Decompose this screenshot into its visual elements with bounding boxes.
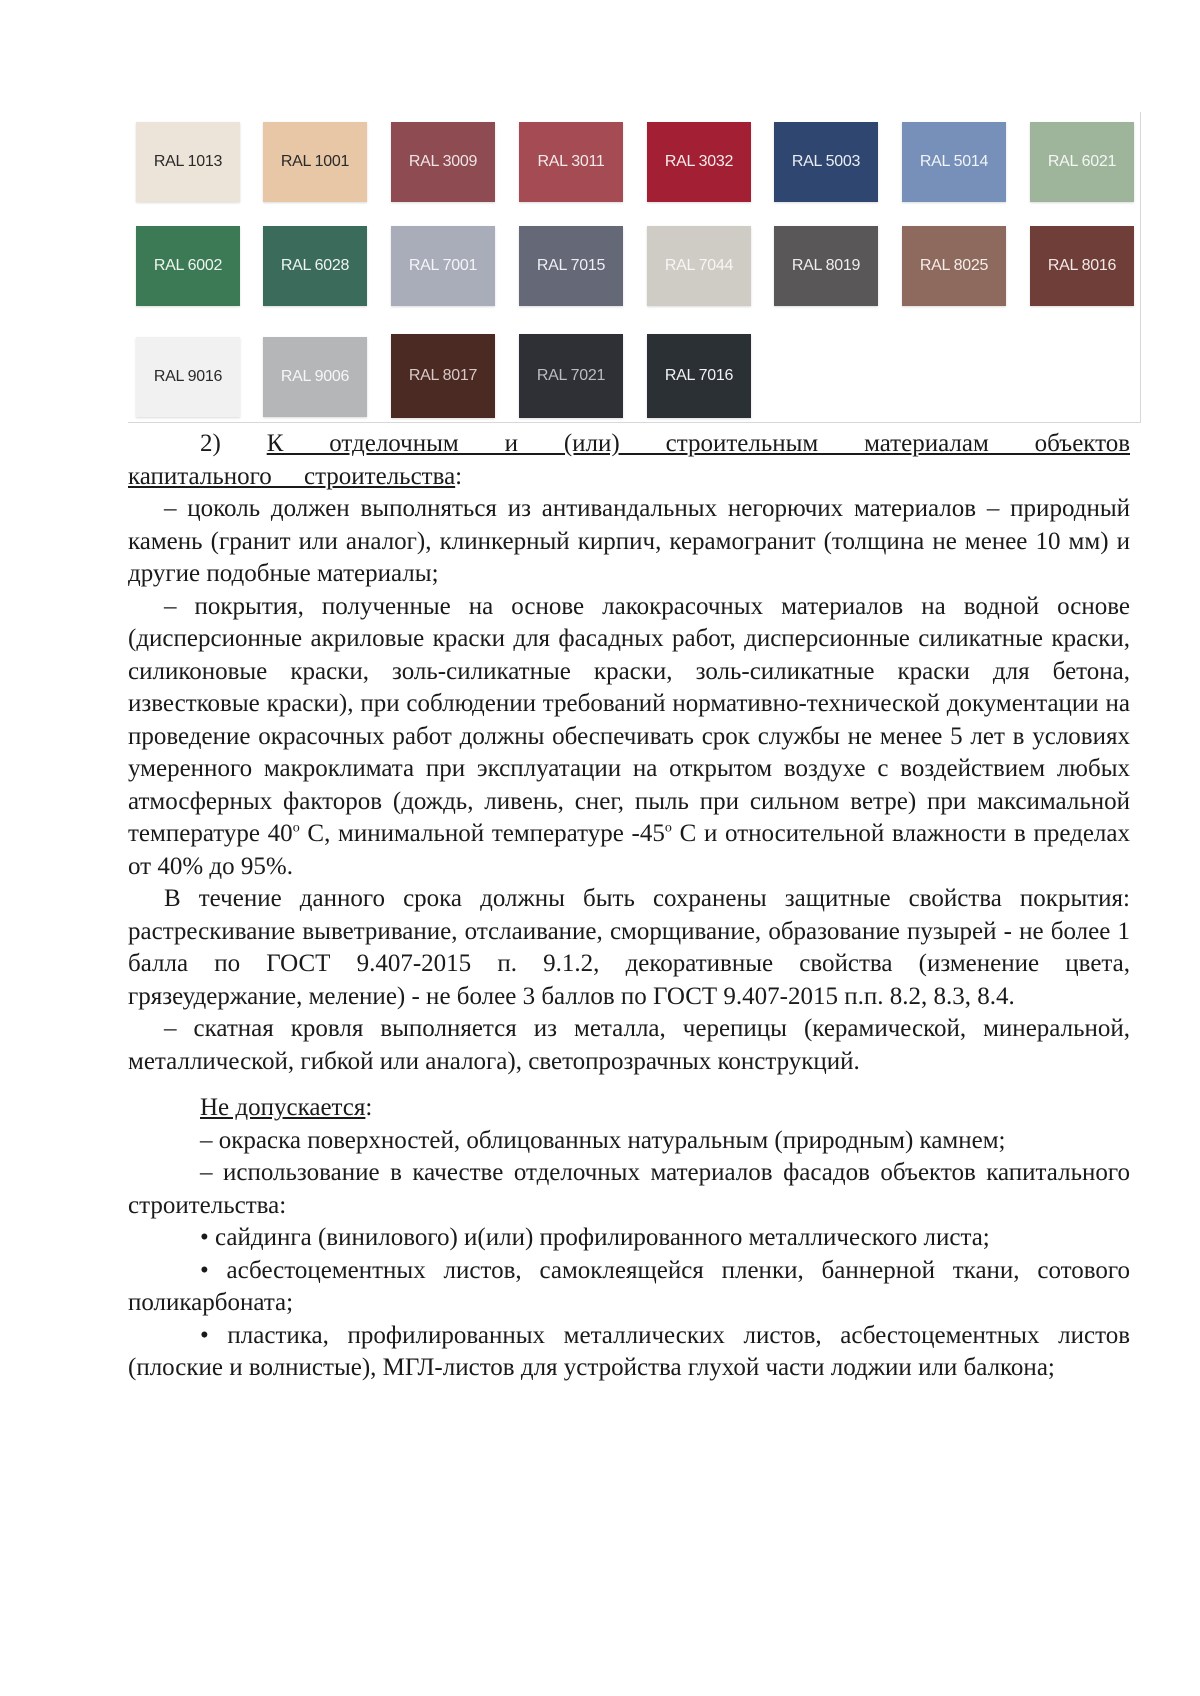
- paragraph: – окраска поверхностей, облицованных натуральным (природным) камнем;: [200, 1126, 1006, 1154]
- color-swatch: RAL 8019: [774, 226, 878, 306]
- paragraph-text: С и относительной влажности в пределах от 40% до 95%.: [128, 820, 1131, 880]
- color-swatch: RAL 8016: [1030, 226, 1134, 306]
- color-swatch: RAL 7001: [391, 226, 495, 306]
- paragraph: [128, 591, 1130, 884]
- section-title: К отделочным и (или) строительным материалам объектов капитального строительства: [128, 430, 1131, 490]
- paragraph-text: – покрытия, полученные на основе лакокрасочных материалов на водной основе (дисперсионные акриловые краски для фасадных работ, дисперсионные силикатные краски, силиконовые краски, золь-силикатные краски, золь-силикатные краски для бетона, известковые краски), при соблюдении требований нормативно-технической документации на проведение окрасочных работ должны обеспечивать срок службы не менее 5 лет в условиях умеренного макроклимата при эксплуатации на открытом воздухе с воздействием любых атмосферных факторов (дождь, ливень, снег, пыль при сильном ветре) при максимальной температуре 40: [128, 592, 1130, 847]
- color-swatch: RAL 8017: [391, 334, 495, 418]
- document-body: [128, 428, 1130, 1385]
- ral-color-palette: [128, 112, 1141, 423]
- color-swatch: RAL 6021: [1030, 122, 1134, 202]
- color-swatch: RAL 6002: [136, 226, 240, 306]
- bullet-item: • сайдинга (винилового) и(или) профилированного металлического листа;: [200, 1224, 990, 1251]
- paragraph-text: С, минимальной температуре -45: [299, 820, 665, 847]
- section-colon: :: [455, 462, 463, 490]
- color-swatch: RAL 3032: [647, 122, 751, 202]
- prohibition-heading: [128, 1092, 1130, 1125]
- color-swatch: RAL 7016: [647, 334, 751, 418]
- color-swatch: RAL 9016: [136, 337, 240, 417]
- color-swatch: RAL 1013: [136, 122, 240, 202]
- section-number: 2): [200, 430, 221, 457]
- color-swatch: RAL 8025: [902, 226, 1006, 306]
- color-swatch: RAL 7021: [519, 334, 623, 418]
- color-swatch: RAL 7044: [647, 226, 751, 306]
- prohibition-title: Не допускается: [200, 1094, 366, 1121]
- bullet-item: • асбестоцементных листов, самоклеящейся пленки, баннерной ткани, сотового поликарбоната;: [128, 1256, 1130, 1316]
- color-swatch: RAL 1001: [263, 122, 367, 202]
- color-swatch: RAL 9006: [263, 337, 367, 417]
- paragraph: В течение данного срока должны быть сохранены защитные свойства покрытия: растрескивание выветривание, отслаивание, сморщивание, образование пузырей - не более 1 балла по ГОСТ 9.407-2015 п. 9.1.2, декоративные свойства (изменение цвета, грязеудержание, меление) - не более 3 баллов по ГОСТ 9.407-2015 п.п. 8.2, 8.3, 8.4.: [128, 885, 1130, 1010]
- color-swatch: RAL 5003: [774, 122, 878, 202]
- color-swatch: RAL 3011: [519, 122, 623, 202]
- bullet-item: • пластика, профилированных металлических листов, асбестоцементных листов (плоские и волнистые), МГЛ-листов для устройства глухой части лоджии или балкона;: [128, 1321, 1130, 1381]
- section-heading: [128, 428, 1130, 493]
- paragraph: – скатная кровля выполняется из металла, черепицы (керамической, минеральной, металлической, гибкой или аналога), светопрозрачных конструкций.: [128, 1015, 1130, 1075]
- color-swatch: RAL 7015: [519, 226, 623, 306]
- prohibition-colon: :: [365, 1094, 373, 1121]
- paragraph: – цоколь должен выполняться из антивандальных негорючих материалов – природный камень (гранит или аналог), клинкерный кирпич, керамогранит (толщина не менее 10 мм) и другие подобные материалы;: [128, 495, 1130, 587]
- color-swatch: RAL 6028: [263, 226, 367, 306]
- degree-mark: o: [664, 820, 672, 836]
- color-swatch: RAL 5014: [902, 122, 1006, 202]
- color-swatch: RAL 3009: [391, 122, 495, 202]
- paragraph: – использование в качестве отделочных материалов фасадов объектов капитального строительства:: [128, 1159, 1130, 1219]
- degree-mark: o: [292, 820, 300, 836]
